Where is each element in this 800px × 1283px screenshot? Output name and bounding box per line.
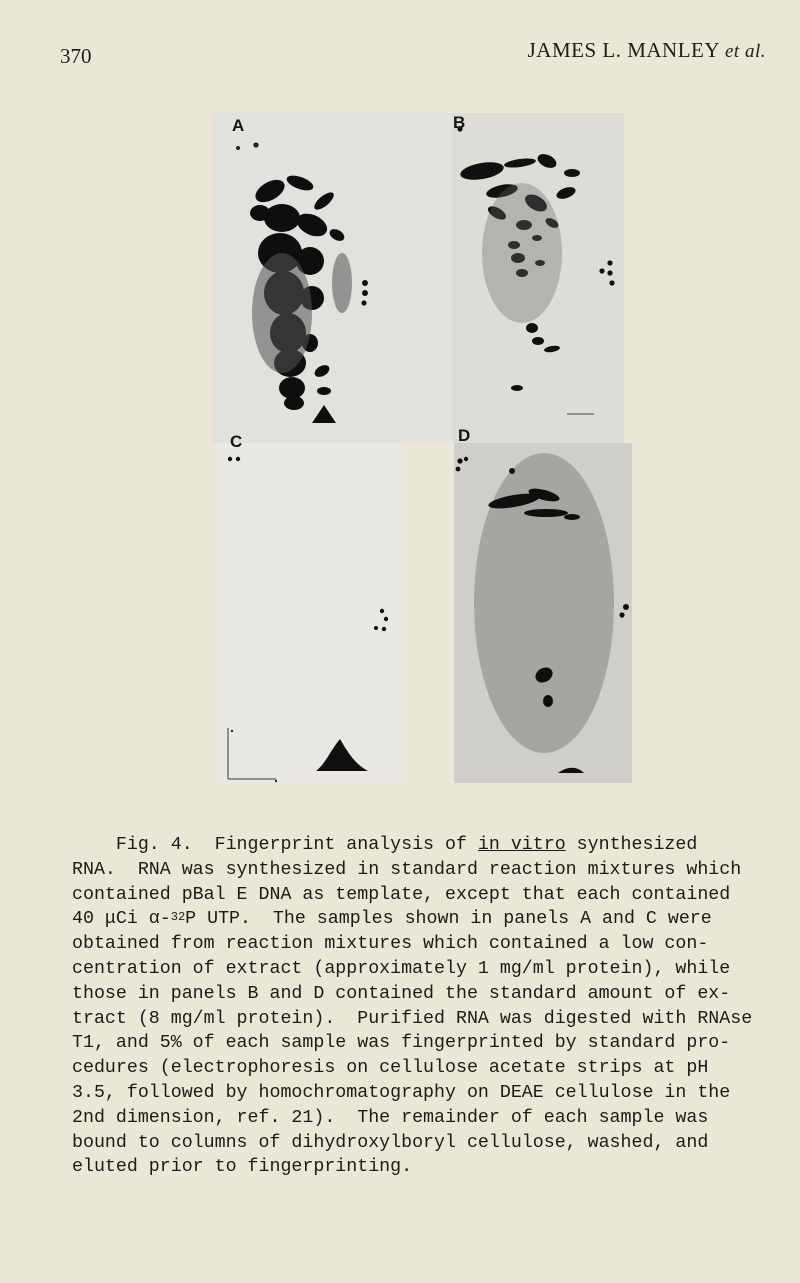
panel-label-a: A [232, 116, 245, 135]
caption-in-vitro: in vitro [477, 835, 566, 855]
caption-line-8: tract (8 mg/ml protein). Purified RNA was digested with RNAse [72, 1008, 753, 1029]
caption-line-7: those in panels B and D contained the standard amount of ex- [72, 983, 731, 1004]
caption-line-13: bound to columns of dihydroxylboryl cellulose, washed, and [72, 1132, 709, 1153]
caption-line-10: cedures (electrophoresis on cellulose acetate strips at pH [72, 1058, 709, 1079]
panel-label-d: D [458, 426, 471, 445]
caption-line-6: centration of extract (approximately 1 mg/ml protein), while [72, 958, 731, 979]
panel-label-c: C [230, 432, 243, 451]
caption-line-1-prefix: Fig. 4. Fingerprint analysis of [72, 835, 478, 855]
caption-line-5: obtained from reaction mixtures which contained a low con- [72, 934, 709, 955]
caption-line-4 [72, 907, 784, 932]
panel-c-autoradiograph [218, 443, 402, 783]
page-number: 370 [60, 44, 92, 68]
caption-line-3: contained pBal E DNA as template, except that each contained [72, 884, 731, 905]
panel-b-autoradiograph [452, 113, 624, 443]
running-head-author: JAMES L. MANLEY [527, 38, 720, 62]
panel-a-autoradiograph [212, 113, 452, 443]
caption-line-2: RNA. RNA was synthesized in standard reaction mixtures which [72, 859, 742, 880]
figure-caption [72, 833, 784, 1180]
caption-line-14: eluted prior to fingerprinting. [72, 1157, 413, 1178]
caption-line-1 [72, 833, 784, 858]
caption-line-9: T1, and 5% of each sample was fingerprinted by standard pro- [72, 1033, 731, 1054]
caption-line-4-suffix: P UTP. The samples shown in panels A and C were [185, 909, 712, 930]
caption-isotope-superscript: 32 [170, 910, 186, 925]
caption-line-1-suffix: synthesized [565, 835, 698, 855]
panel-d-autoradiograph [454, 443, 632, 783]
caption-line-11: 3.5, followed by homochromatography on DEAE cellulose in the [72, 1082, 731, 1103]
panel-label-b: B [453, 113, 466, 132]
running-head-etal: et al. [725, 41, 766, 62]
caption-line-12: 2nd dimension, ref. 21). The remainder of each sample was [72, 1107, 709, 1128]
caption-line-4-prefix: 40 μCi α- [72, 909, 171, 930]
